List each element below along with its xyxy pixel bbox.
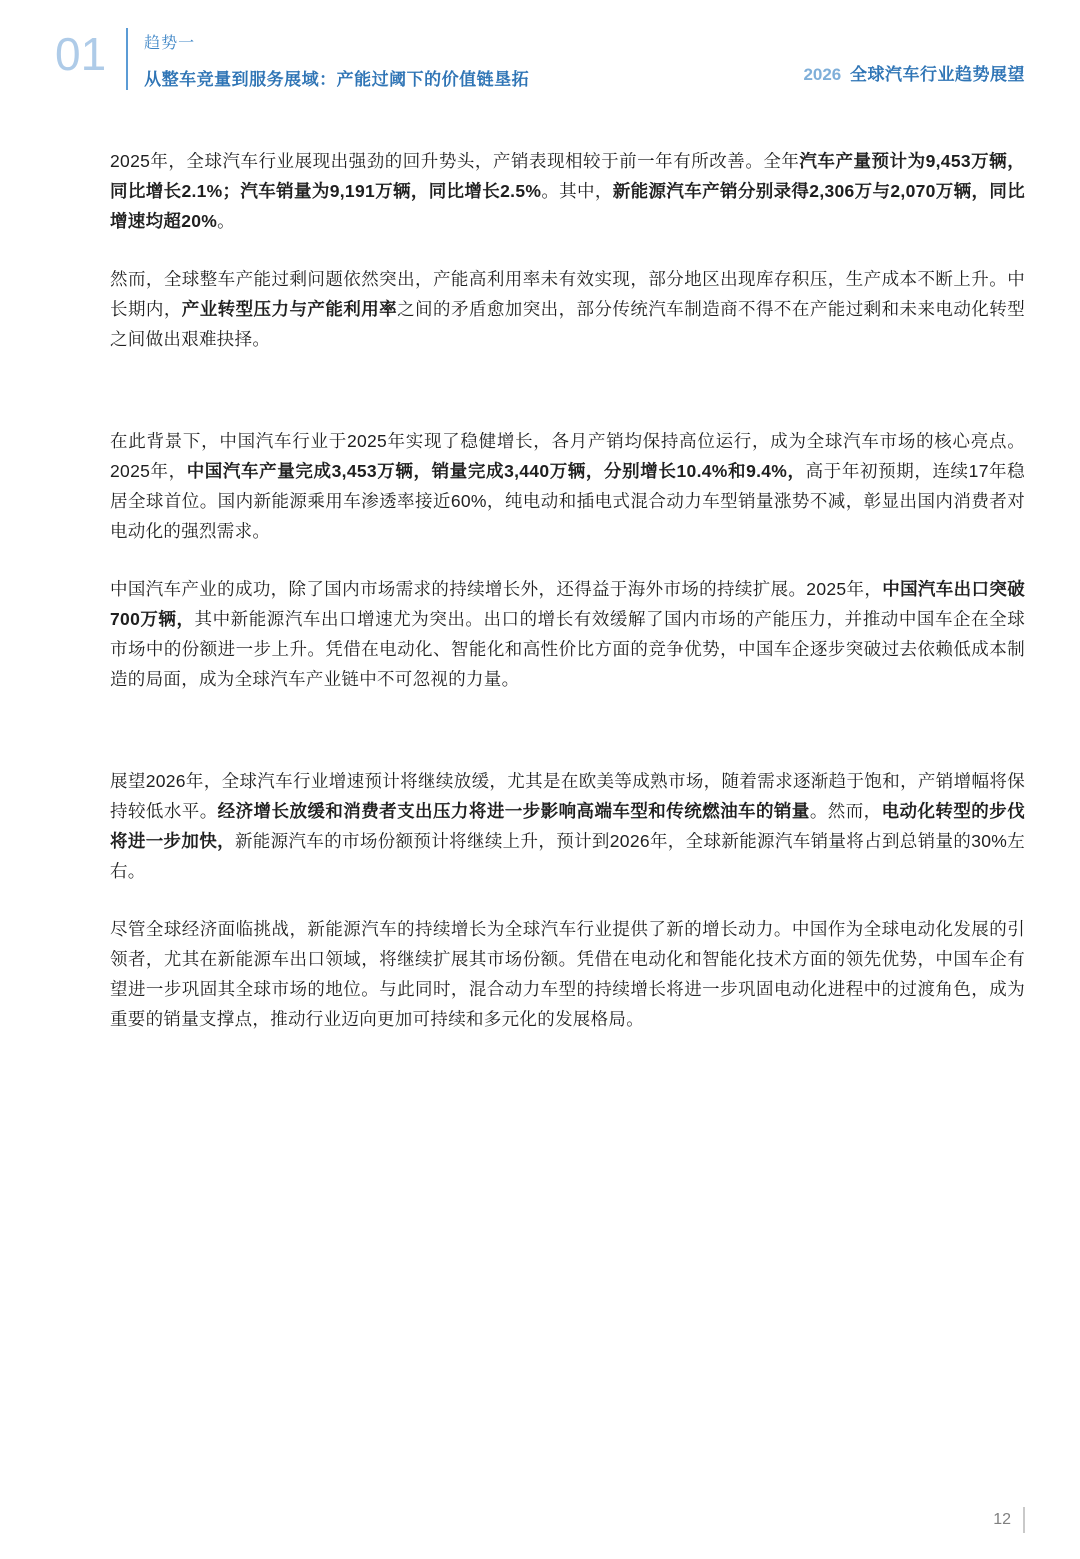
paragraph-3: 在此背景下，中国汽车行业于2025年实现了稳健增长，各月产销均保持高位运行，成为全球汽车市场的核心亮点。2025年，中国汽车产量完成3,453万辆，销量完成3,440万辆，分别增长10.4%和9.4%，高于年初预期，连续17年稳居全球首位。国内新能源乘用车渗透率接近60%，纯电动和插电式混合动力车型销量涨势不减，彰显出国内消费者对电动化的强烈需求。 <box>110 431 1025 541</box>
chapter-number: 01 <box>55 28 107 80</box>
report-title-text: 全球汽车行业趋势展望 <box>850 65 1025 84</box>
page-header <box>0 0 1080 90</box>
report-title <box>803 26 1025 85</box>
chapter-block <box>55 26 529 90</box>
paragraph-4: 中国汽车产业的成功，除了国内市场需求的持续增长外，还得益于海外市场的持续扩展。2025年，中国汽车出口突破700万辆，其中新能源汽车出口增速尤为突出。出口的增长有效缓解了国内市场的产能压力，并推动中国车企在全球市场中的份额进一步上升。凭借在电动化、智能化和高性价比方面的竞争优势，中国车企逐步突破过去依赖低成本制造的局面，成为全球汽车产业链中不可忽视的力量。 <box>110 579 1026 689</box>
chapter-label: 趋势一 <box>144 35 196 52</box>
page-number: 12 <box>993 1511 1011 1528</box>
footer-divider <box>1023 1507 1025 1533</box>
document-body <box>0 90 1080 1034</box>
paragraph-2: 然而，全球整车产能过剩问题依然突出，产能高利用率未有效实现，部分地区出现库存积压，生产成本不断上升。中长期内，产业转型压力与产能利用率之间的矛盾愈加突出，部分传统汽车制造商不得不在产能过剩和未来电动化转型之间做出艰难抉择。 <box>110 269 1025 349</box>
chapter-text <box>128 26 529 90</box>
page-footer <box>993 1507 1025 1533</box>
paragraph-6: 尽管全球经济面临挑战，新能源汽车的持续增长为全球汽车行业提供了新的增长动力。中国作为全球电动化发展的引领者，尤其在新能源车出口领域，将继续扩展其市场份额。凭借在电动化和智能化技术方面的领先优势，中国车企有望进一步巩固其全球市场的地位。与此同时，混合动力车型的持续增长将进一步巩固电动化进程中的过渡角色，成为重要的销量支撑点，推动行业迈向更加可持续和多元化的发展格局。 <box>110 919 1025 1029</box>
paragraph-1: 2025年，全球汽车行业展现出强劲的回升势头，产销表现相较于前一年有所改善。全年汽车产量预计为9,453万辆，同比增长2.1%；汽车销量为9,191万辆，同比增长2.5%。其中，新能源汽车产销分别录得2,306万与2,070万辆，同比增速均超20%。 <box>110 151 1026 231</box>
paragraph-5: 展望2026年，全球汽车行业增速预计将继续放缓，尤其是在欧美等成熟市场，随着需求逐渐趋于饱和，产销增幅将保持较低水平。经济增长放缓和消费者支出压力将进一步影响高端车型和传统燃油车的销量。然而，电动化转型的步伐将进一步加快，新能源汽车的市场份额预计将继续上升，预计到2026年，全球新能源汽车销量将占到总销量的30%左右。 <box>110 771 1025 881</box>
chapter-title: 从整车竞量到服务展域：产能过阈下的价值链垦拓 <box>144 70 530 89</box>
report-title-year: 2026 <box>803 65 842 84</box>
